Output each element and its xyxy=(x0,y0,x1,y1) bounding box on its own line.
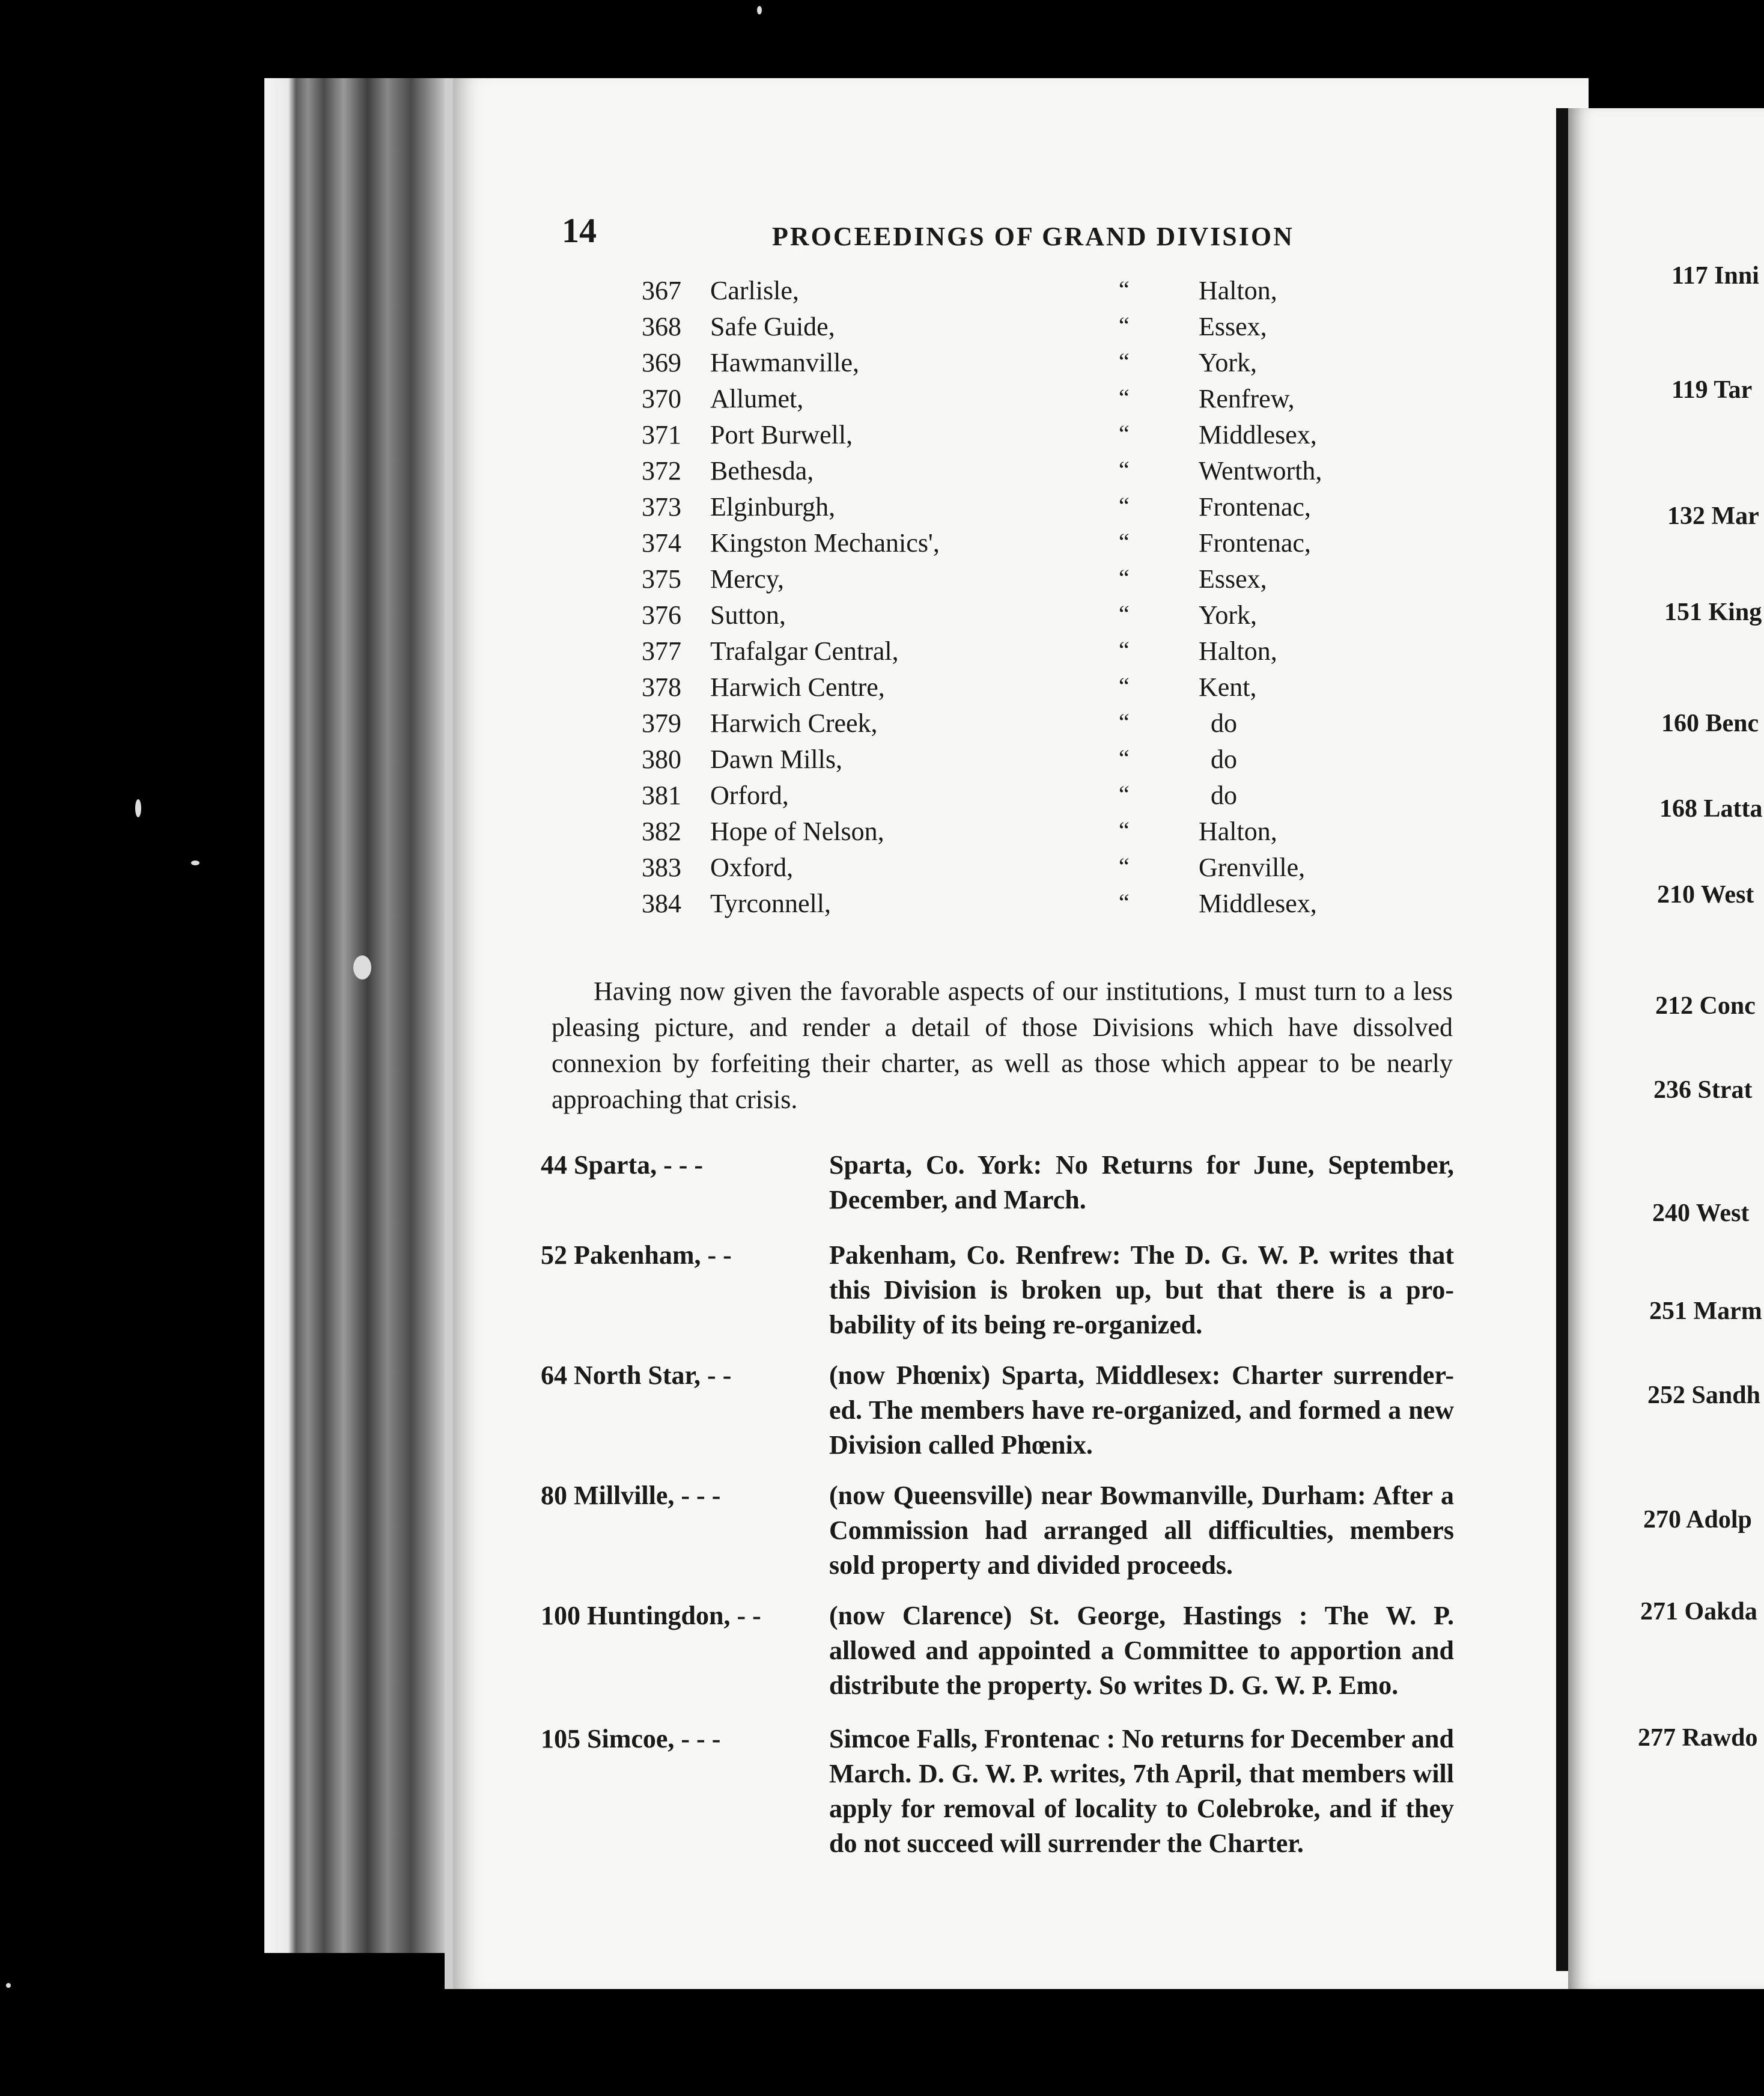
ditto-mark: “ xyxy=(1119,708,1130,736)
ditto-mark: “ xyxy=(1119,456,1130,483)
list-item xyxy=(0,275,1502,311)
right-page-line: 168 Latta xyxy=(1659,795,1763,823)
division-number: 378 xyxy=(642,672,681,702)
county-name: Essex, xyxy=(1199,564,1267,594)
ditto-mark: “ xyxy=(1119,384,1130,411)
intro-paragraph: Having now given the favorable aspects of our institutions, I must turn to a less pleasing picture, and render a detail of those Divisions which have dissolved connexion by forfeiting their charter, as well as those which appear to be nearly approaching that crisis. xyxy=(552,976,1453,1114)
entry-description: Pakenham, Co. Renfrew: The D. G. W. P. writes that this Division is broken up, but that there is a pro- bability of its being re-organized. xyxy=(829,1240,1454,1339)
county-name: Frontenac, xyxy=(1199,492,1311,522)
division-number: 379 xyxy=(642,708,681,738)
entry-label: 105 Simcoe, - - - xyxy=(541,1724,721,1753)
entry-label: 44 Sparta, - - - xyxy=(541,1150,704,1180)
right-page-line: 270 Adolp xyxy=(1643,1506,1752,1534)
county-name: Halton, xyxy=(1199,636,1277,666)
division-number: 376 xyxy=(642,600,681,630)
division-name: Elginburgh, xyxy=(710,492,836,522)
division-number: 373 xyxy=(642,492,681,522)
list-item xyxy=(0,383,1502,419)
list-item xyxy=(0,672,1502,708)
ditto-mark: “ xyxy=(1119,492,1130,519)
county-name: York, xyxy=(1199,348,1258,377)
county-name: Grenville, xyxy=(1199,853,1306,882)
ditto-mark: “ xyxy=(1119,564,1130,591)
division-name: Bethesda, xyxy=(710,456,814,486)
entry-description: (now Queensville) near Bowmanville, Durham: After a Commission had arranged all difficulties, members sold property and divided proceeds. xyxy=(829,1481,1454,1580)
ditto-mark: “ xyxy=(1119,420,1130,447)
entry-label: 64 North Star, - - xyxy=(541,1360,732,1390)
list-item xyxy=(0,564,1502,600)
right-page-line: 210 West xyxy=(1657,881,1754,909)
division-number: 370 xyxy=(642,384,681,413)
ditto-mark: “ xyxy=(1119,889,1130,916)
list-item xyxy=(0,419,1502,455)
scan-speck xyxy=(6,1983,11,1988)
right-page-line: 151 King xyxy=(1664,599,1762,626)
division-name: Mercy, xyxy=(710,564,784,594)
list-item xyxy=(0,744,1502,780)
entry-label: 80 Millville, - - - xyxy=(541,1481,721,1510)
ditto-mark: “ xyxy=(1119,600,1130,627)
division-name: Tyrconnell, xyxy=(710,889,831,918)
division-name: Hawmanville, xyxy=(710,348,860,377)
right-page-line: 160 Benc xyxy=(1661,710,1759,737)
book-gutter xyxy=(1556,108,1568,1971)
division-number: 374 xyxy=(642,528,681,558)
list-item xyxy=(0,636,1502,672)
list-item xyxy=(0,600,1502,636)
division-number: 369 xyxy=(642,348,681,377)
division-name: Orford, xyxy=(710,781,789,810)
county-name: do xyxy=(1211,781,1237,810)
county-name: Frontenac, xyxy=(1199,528,1311,558)
list-item xyxy=(0,780,1502,816)
scan-speck xyxy=(757,6,762,14)
page-number: 14 xyxy=(562,211,597,250)
county-name: Essex, xyxy=(1199,312,1267,341)
county-name: Wentworth, xyxy=(1199,456,1322,486)
division-name: Carlisle, xyxy=(710,276,799,305)
ditto-mark: “ xyxy=(1119,672,1130,699)
running-head: PROCEEDINGS OF GRAND DIVISION xyxy=(772,222,1294,251)
entry-description: (now Phœnix) Sparta, Middlesex: Charter surrender- ed. The members have re-organized, and formed a new Division called Phœnix. xyxy=(829,1360,1454,1460)
county-name: Kent, xyxy=(1199,672,1257,702)
ditto-mark: “ xyxy=(1119,312,1130,339)
county-name: Halton, xyxy=(1199,817,1277,846)
list-item xyxy=(0,852,1502,888)
ditto-mark: “ xyxy=(1119,636,1130,663)
division-name: Safe Guide, xyxy=(710,312,835,341)
list-item xyxy=(0,492,1502,528)
county-name: do xyxy=(1211,708,1237,738)
ditto-mark: “ xyxy=(1119,853,1130,880)
right-page-line: 240 West xyxy=(1652,1199,1750,1227)
division-number: 377 xyxy=(642,636,681,666)
ditto-mark: “ xyxy=(1119,276,1130,303)
division-number: 367 xyxy=(642,276,681,305)
division-name: Allumet, xyxy=(710,384,804,413)
list-item xyxy=(0,347,1502,383)
entry-description: (now Clarence) St. George, Hastings : The W. P. allowed and appointed a Committee to apportion and distribute the property. So writes D. G. W. P. Emo. xyxy=(829,1601,1454,1700)
division-number: 375 xyxy=(642,564,681,594)
right-page-line: 252 Sandh xyxy=(1647,1382,1760,1409)
entry-description: Simcoe Falls, Frontenac : No returns for December and March. D. G. W. P. writes, 7th April, that members will apply for removal of locality to Colebroke, and if they do not succeed will surrender the Charter. xyxy=(829,1724,1454,1858)
right-page-line: 212 Conc xyxy=(1655,992,1756,1020)
division-number: 382 xyxy=(642,817,681,846)
right-page-line: 277 Rawdo xyxy=(1638,1724,1758,1752)
county-name: York, xyxy=(1199,600,1258,630)
division-name: Oxford, xyxy=(710,853,794,882)
right-page-line: 117 Inni xyxy=(1671,262,1759,290)
right-page-line: 271 Oakda xyxy=(1640,1598,1757,1625)
entry-label: 100 Huntingdon, - - xyxy=(541,1601,761,1630)
county-name: Middlesex, xyxy=(1199,889,1317,918)
ditto-mark: “ xyxy=(1119,745,1130,772)
county-name: do xyxy=(1211,745,1237,774)
scan-speck xyxy=(353,955,371,979)
county-name: Middlesex, xyxy=(1199,420,1317,449)
division-name: Sutton, xyxy=(710,600,786,630)
division-name: Harwich Creek, xyxy=(710,708,878,738)
entry-description: Sparta, Co. York: No Returns for June, September, December, and March. xyxy=(829,1150,1454,1214)
entry-label: 52 Pakenham, - - xyxy=(541,1240,732,1270)
right-page-line: 236 Strat xyxy=(1653,1076,1753,1104)
county-name: Halton, xyxy=(1199,276,1277,305)
division-number: 368 xyxy=(642,312,681,341)
list-item xyxy=(0,708,1502,744)
right-page-line: 132 Mar xyxy=(1667,502,1759,530)
list-item xyxy=(0,816,1502,852)
division-number: 383 xyxy=(642,853,681,882)
ditto-mark: “ xyxy=(1119,348,1130,375)
ditto-mark: “ xyxy=(1119,781,1130,808)
division-name: Kingston Mechanics', xyxy=(710,528,940,558)
ditto-mark: “ xyxy=(1119,817,1130,844)
county-name: Renfrew, xyxy=(1199,384,1295,413)
division-name: Port Burwell, xyxy=(710,420,853,449)
right-page-line: 119 Tar xyxy=(1671,376,1753,404)
division-name: Harwich Centre, xyxy=(710,672,885,702)
list-item xyxy=(0,311,1502,347)
list-item xyxy=(0,528,1502,564)
division-number: 380 xyxy=(642,745,681,774)
list-item xyxy=(0,888,1502,924)
division-name: Dawn Mills, xyxy=(710,745,842,774)
division-number: 381 xyxy=(642,781,681,810)
division-name: Hope of Nelson, xyxy=(710,817,884,846)
list-item xyxy=(0,455,1502,492)
ditto-mark: “ xyxy=(1119,528,1130,555)
division-number: 371 xyxy=(642,420,681,449)
division-number: 384 xyxy=(642,889,681,918)
division-name: Trafalgar Central, xyxy=(710,636,899,666)
division-number: 372 xyxy=(642,456,681,486)
right-page-line: 251 Marm xyxy=(1649,1297,1762,1325)
